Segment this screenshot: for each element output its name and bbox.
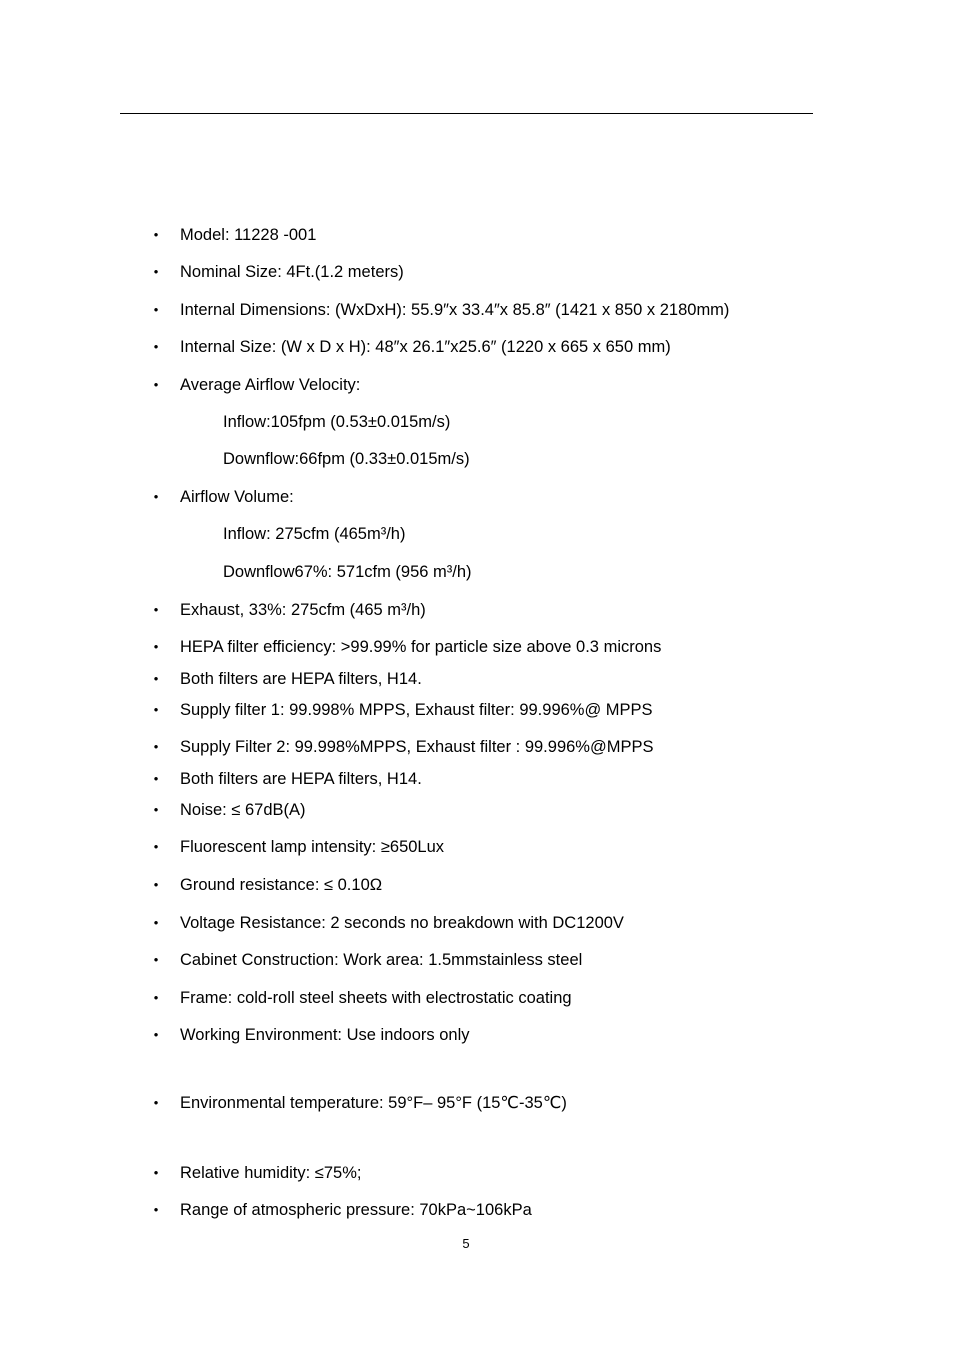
bullet-icon: • — [153, 602, 159, 617]
bullet-icon: • — [153, 771, 159, 786]
spec-text: Nominal Size: 4Ft.(1.2 meters) — [180, 263, 404, 281]
bullet-icon: • — [153, 639, 159, 654]
bullet-icon: • — [153, 377, 159, 392]
spec-text: Frame: cold-roll steel sheets with electrostatic coating — [180, 989, 572, 1007]
spec-text: Internal Dimensions: (WxDxH): 55.9″x 33.4″x 85.8″ (1421 x 850 x 2180mm) — [180, 301, 730, 319]
spec-text: Ground resistance: ≤ 0.10Ω — [180, 876, 383, 894]
bullet-icon: • — [153, 739, 159, 754]
bullet-icon: • — [153, 952, 159, 967]
spec-text: Range of atmospheric pressure: 70kPa~106kPa — [180, 1201, 532, 1219]
bullet-icon: • — [153, 1165, 159, 1180]
bullet-icon: • — [153, 1202, 159, 1217]
bullet-icon: • — [153, 1095, 159, 1110]
bullet-icon: • — [153, 489, 159, 504]
spec-text: Downflow67%: 571cfm (956 m³/h) — [223, 563, 472, 581]
spec-text: Both filters are HEPA filters, H14. — [180, 770, 422, 788]
bullet-icon: • — [153, 227, 159, 242]
spec-text: Model: 11228 -001 — [180, 226, 317, 244]
spec-text: Inflow:105fpm (0.53±0.015m/s) — [223, 413, 451, 431]
page-number: 5 — [462, 1236, 470, 1251]
spec-text: Cabinet Construction: Work area: 1.5mmstainless steel — [180, 951, 583, 969]
bullet-icon: • — [153, 990, 159, 1005]
spec-text: Airflow Volume: — [180, 488, 294, 506]
bullet-icon: • — [153, 839, 159, 854]
spec-text: Working Environment: Use indoors only — [180, 1026, 470, 1044]
bullet-icon: • — [153, 302, 159, 317]
bullet-icon: • — [153, 802, 159, 817]
spec-text: Noise: ≤ 67dB(A) — [180, 801, 306, 819]
spec-text: Both filters are HEPA filters, H14. — [180, 670, 422, 688]
spec-text: Downflow:66fpm (0.33±0.015m/s) — [223, 450, 470, 468]
bullet-icon: • — [153, 702, 159, 717]
spec-text: Voltage Resistance: 2 seconds no breakdown with DC1200V — [180, 914, 624, 932]
bullet-icon: • — [153, 264, 159, 279]
bullet-icon: • — [153, 339, 159, 354]
spec-text: Supply Filter 2: 99.998%MPPS, Exhaust filter : 99.996%@MPPS — [180, 738, 654, 756]
bullet-icon: • — [153, 671, 159, 686]
spec-text: Internal Size: (W x D x H): 48″x 26.1″x25.6″ (1220 x 665 x 650 mm) — [180, 338, 671, 356]
bullet-icon: • — [153, 915, 159, 930]
spec-text: Fluorescent lamp intensity: ≥650Lux — [180, 838, 445, 856]
spec-text: Average Airflow Velocity: — [180, 376, 361, 394]
spec-text: Supply filter 1: 99.998% MPPS, Exhaust filter: 99.996%@ MPPS — [180, 701, 653, 719]
bullet-icon: • — [153, 877, 159, 892]
spec-text: Inflow: 275cfm (465m³/h) — [223, 525, 406, 543]
spec-text: HEPA filter efficiency: >99.99% for particle size above 0.3 microns — [180, 638, 662, 656]
bullet-icon: • — [153, 1027, 159, 1042]
spec-text: Exhaust, 33%: 275cfm (465 m³/h) — [180, 601, 426, 619]
spec-text: Relative humidity: ≤75%; — [180, 1164, 362, 1182]
spec-text: Environmental temperature: 59°F– 95°F (15℃-35℃) — [180, 1094, 567, 1112]
